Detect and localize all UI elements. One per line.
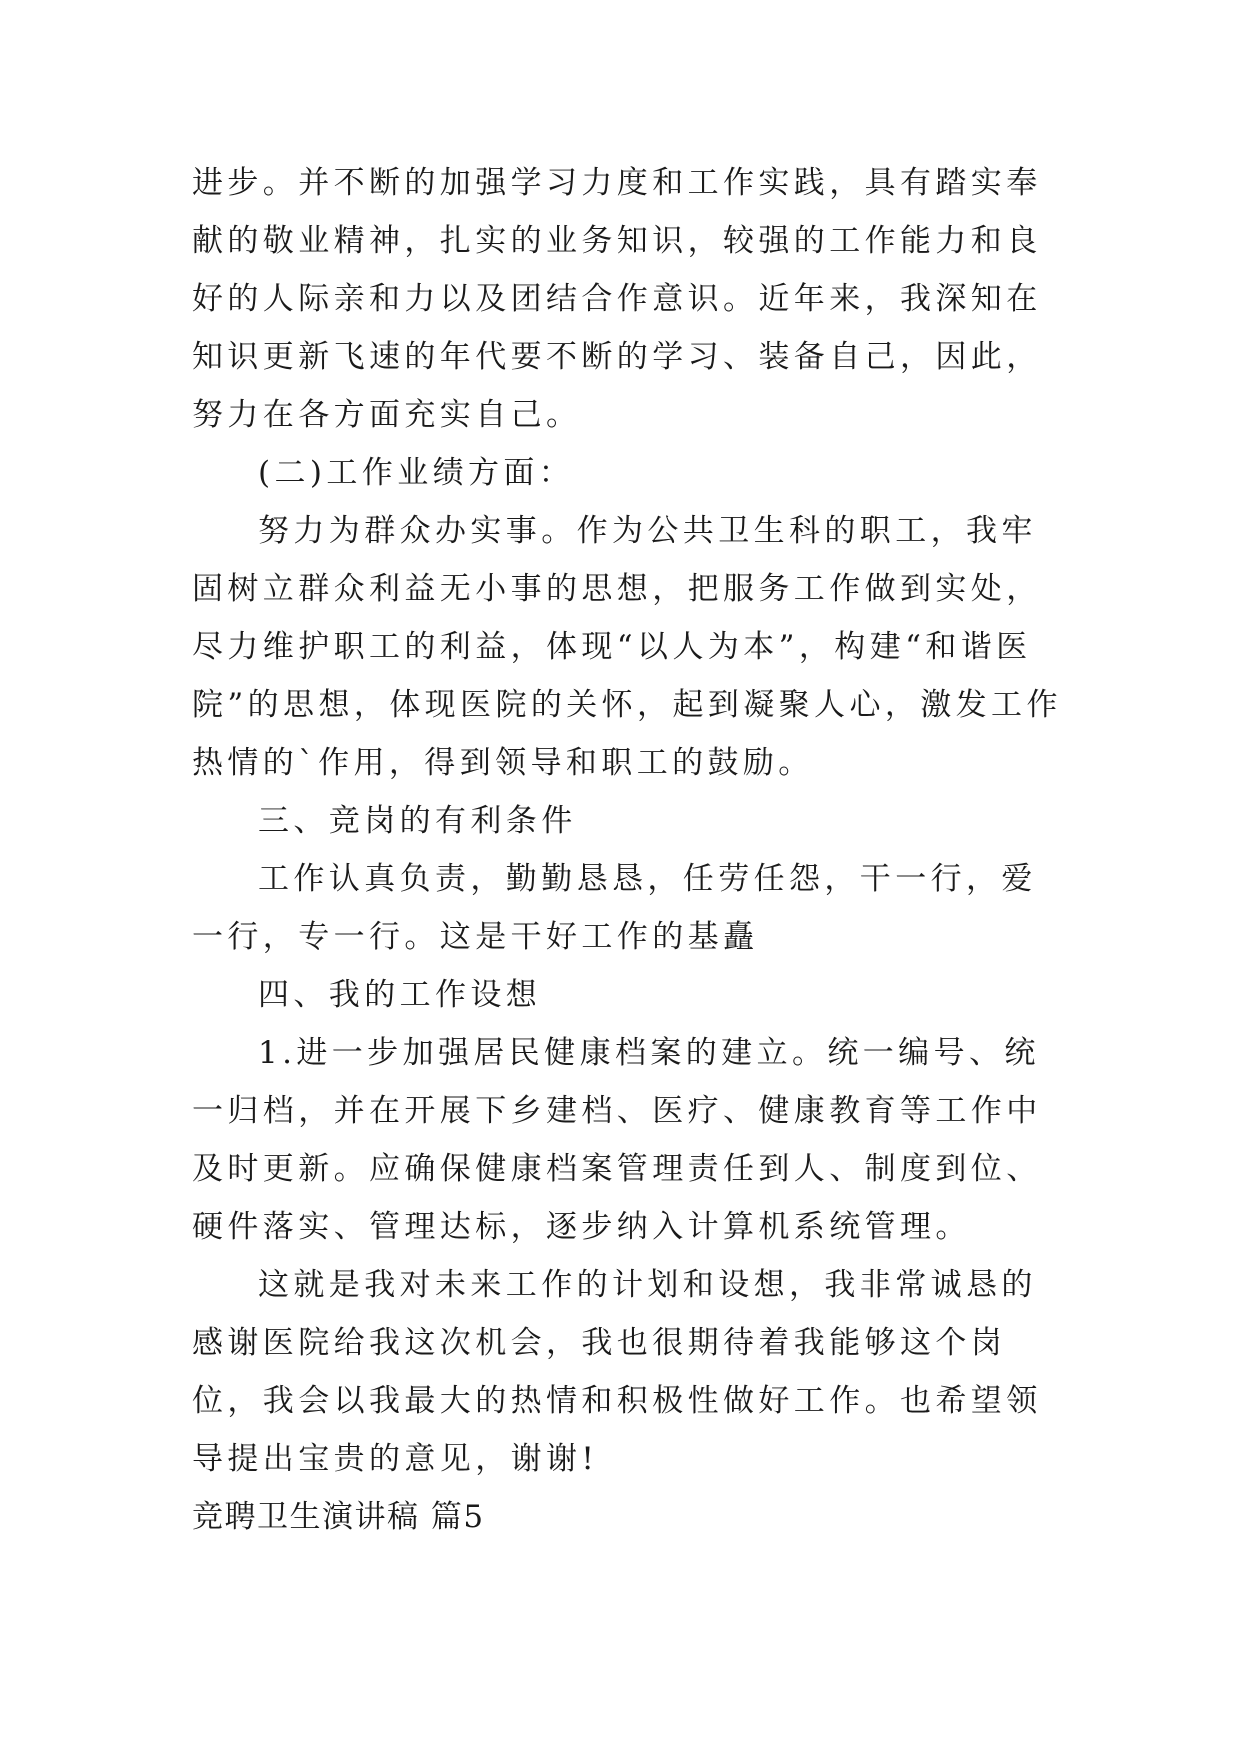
paragraph-work-performance: 努力为群众办实事。作为公共卫生科的职工，我牢固树立群众利益无小事的思想，把服务工作做到实处，尽力维护职工的利益，体现“以人为本”，构建“和谐医院”的思想，体现医院的关怀，起到凝聚人心，激发工作热情的`作用，得到领导和职工的鼓励。 [192,513,1062,781]
paragraph-closing: 这就是我对未来工作的计划和设想，我非常诚恳的感谢医院给我这次机会，我也很期待着我能够这个岗位，我会以我最大的热情和积极性做好工作。也希望领导提出宝贵的意见，谢谢! [192,1267,1042,1477]
section-title: 竞聘卫生演讲稿 篇5 [192,1499,485,1535]
paragraph-advantages: 工作认真负责，勤勤恳恳，任劳任怨，干一行，爱一行，专一行。这是干好工作的基矗 [192,861,1037,955]
subheading-work-performance: (二)工作业绩方面： [258,455,575,491]
heading-work-plan: 四、我的工作设想 [258,977,542,1013]
document-body [192,154,1072,1546]
paragraph-work-plan-item-1: 1.进一步加强居民健康档案的建立。统一编号、统一归档，并在开展下乡建档、医疗、健康教育等工作中及时更新。应确保健康档案管理责任到人、制度到位、硬件落实、管理达标，逐步纳入计算机系统管理。 [192,1035,1042,1245]
heading-advantages: 三、竞岗的有利条件 [258,803,577,839]
paragraph-continuation: 进步。并不断的加强学习力度和工作实践，具有踏实奉献的敬业精神，扎实的业务知识，较强的工作能力和良好的人际亲和力以及团结合作意识。近年来，我深知在知识更新飞速的年代要不断的学习、装备自己，因此，努力在各方面充实自己。 [192,165,1042,433]
